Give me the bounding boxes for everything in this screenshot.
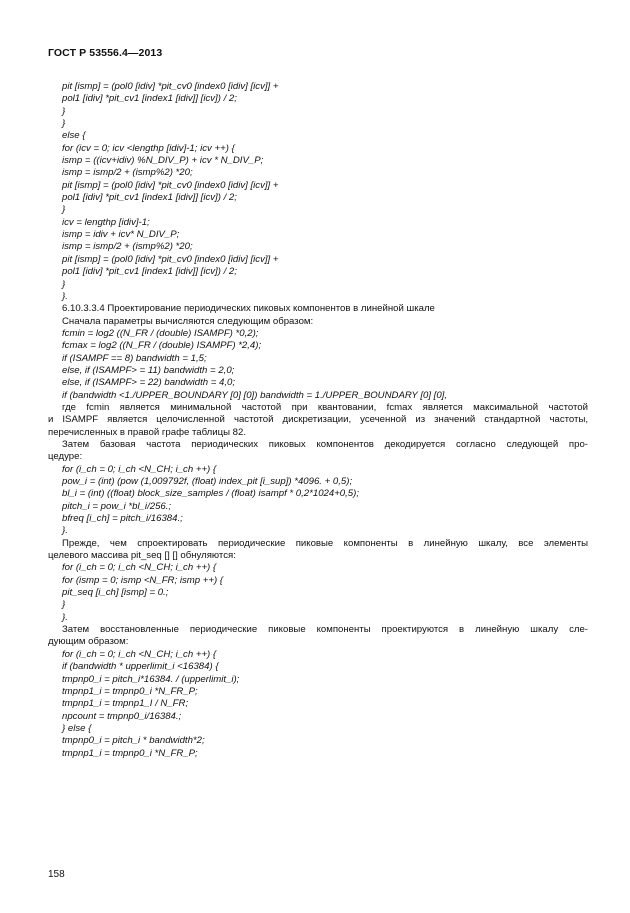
code-line: tmpnp1_i = tmpnp0_i *N_FR_P; <box>62 685 198 697</box>
code-line: else, if (ISAMPF> = 22) bandwidth = 4,0; <box>62 377 236 389</box>
code-line: for (i_ch = 0; i_ch <N_CH; i_ch ++) { <box>62 562 217 574</box>
code-line: npcount = tmpnp0_i/16384.; <box>62 710 182 722</box>
code-line: icv = lengthp [idiv]-1; <box>62 216 150 228</box>
text-line: где fcmin является минимальной частотой при квантовании, fcmax является максимальной частотой <box>62 401 588 413</box>
document-header: ГОСТ Р 53556.4—2013 <box>48 47 163 59</box>
code-line: if (bandwidth * upperlimit_i <16384) { <box>62 661 219 673</box>
code-line: }. <box>62 525 68 537</box>
page-number: 158 <box>48 869 65 880</box>
code-line: tmpnp1_i = tmpnp1_I / N_FR; <box>62 698 189 710</box>
code-line: } <box>62 118 66 130</box>
text-line: Затем базовая частота периодических пиковых компонентов декодируется согласно следующей про- <box>62 438 588 450</box>
code-line: tmpnp0_i = pitch_i * bandwidth*2; <box>62 735 205 747</box>
code-line: fcmax = log2 ((N_FR / (double) ISAMPF) *2,4); <box>62 340 262 352</box>
text-line: Прежде, чем спроектировать периодические пиковые компоненты в линейную шкалу, все элементы <box>62 537 588 549</box>
code-line: }. <box>62 290 68 302</box>
code-line: } else { <box>62 722 92 734</box>
code-line: for (i_ch = 0; i_ch <N_CH; i_ch ++) { <box>62 648 217 660</box>
code-line: if (ISAMPF == 8) bandwidth = 1,5; <box>62 352 207 364</box>
code-line: pit [ismp] = (pol0 [idiv] *pit_cv0 [index0 [idiv] [icv]] + <box>62 253 279 265</box>
code-line: ismp = ismp/2 + (ismp%2) *20; <box>62 241 193 253</box>
code-line: for (icv = 0; icv <lengthp [idiv]-1; icv ++) { <box>62 142 235 154</box>
code-line: fcmin = log2 ((N_FR / (double) ISAMPF) *0,2); <box>62 327 259 339</box>
text-line: Затем восстановленные периодические пиковые компоненты проектируются в линейную шкалу сле- <box>62 624 588 636</box>
text-line: и ISAMPF является целочисленной частотой дискретизации, усеченной из значений стандартной частоты, <box>48 414 588 426</box>
code-line: for (ismp = 0; ismp <N_FR; ismp ++) { <box>62 574 224 586</box>
code-line: ismp = ismp/2 + (ismp%2) *20; <box>62 167 193 179</box>
code-line: pol1 [idiv] *pit_cv1 [index1 [idiv]] [icv]) / 2; <box>62 266 237 278</box>
code-line: ismp = idiv + icv* N_DIV_P; <box>62 229 180 241</box>
code-line: pol1 [idiv] *pit_cv1 [index1 [idiv]] [icv]) / 2; <box>62 192 237 204</box>
code-line: bl_i = (int) ((float) block_size_samples / (float) isampf * 0,2*1024+0,5); <box>62 488 360 500</box>
code-line: tmpnp0_i = pitch_i*16384. / (upperlimit_i); <box>62 673 240 685</box>
text-line: 6.10.3.3.4 Проектирование периодических пиковых компонентов в линейной шкале <box>62 303 435 315</box>
code-line: pitch_i = pow_i *bl_i/256.; <box>62 500 172 512</box>
code-line: ismp = ((icv+idiv) %N_DIV_P) + icv * N_DIV_P; <box>62 155 264 167</box>
code-line: bfreq [i_ch] = pitch_i/16384.; <box>62 513 183 525</box>
code-line: } <box>62 599 66 611</box>
code-line: pow_i = (int) (pow (1,009792f, (float) index_pit [i_sup]) *4096. + 0,5); <box>62 476 353 487</box>
code-line: } <box>62 204 66 216</box>
code-line: else, if (ISAMPF> = 11) bandwidth = 2,0; <box>62 364 235 376</box>
text-line: цедуре: <box>48 451 83 463</box>
code-line: else { <box>62 130 86 142</box>
code-line: pit [ismp] = (pol0 [idiv] *pit_cv0 [index0 [idiv] [icv]] + <box>62 81 279 92</box>
code-line: pit_seq [i_ch] [ismp] = 0.; <box>62 587 169 599</box>
code-line: if (bandwidth <1./UPPER_BOUNDARY [0] [0]) bandwidth = 1./UPPER_BOUNDARY [0] [0], <box>62 389 447 401</box>
code-line: pol1 [idiv] *pit_cv1 [index1 [idiv]] [icv]) / 2; <box>62 93 237 105</box>
code-line: for (i_ch = 0; i_ch <N_CH; i_ch ++) { <box>62 463 217 475</box>
text-line: Сначала параметры вычисляются следующим образом: <box>62 315 314 327</box>
code-line: } <box>62 105 66 117</box>
text-line: перечисленных в правой графе таблицы 82. <box>48 426 247 438</box>
document-body <box>48 81 588 760</box>
code-line: }. <box>62 611 68 623</box>
code-line: pit [ismp] = (pol0 [idiv] *pit_cv0 [index0 [idiv] [icv]] + <box>62 179 279 191</box>
code-line: } <box>62 278 66 290</box>
text-line: дующим образом: <box>48 636 129 648</box>
code-line: tmpnp1_i = tmpnp0_i *N_FR_P; <box>62 747 198 759</box>
text-line: целевого массива pit_seq [] [] обнуляются: <box>48 550 236 562</box>
